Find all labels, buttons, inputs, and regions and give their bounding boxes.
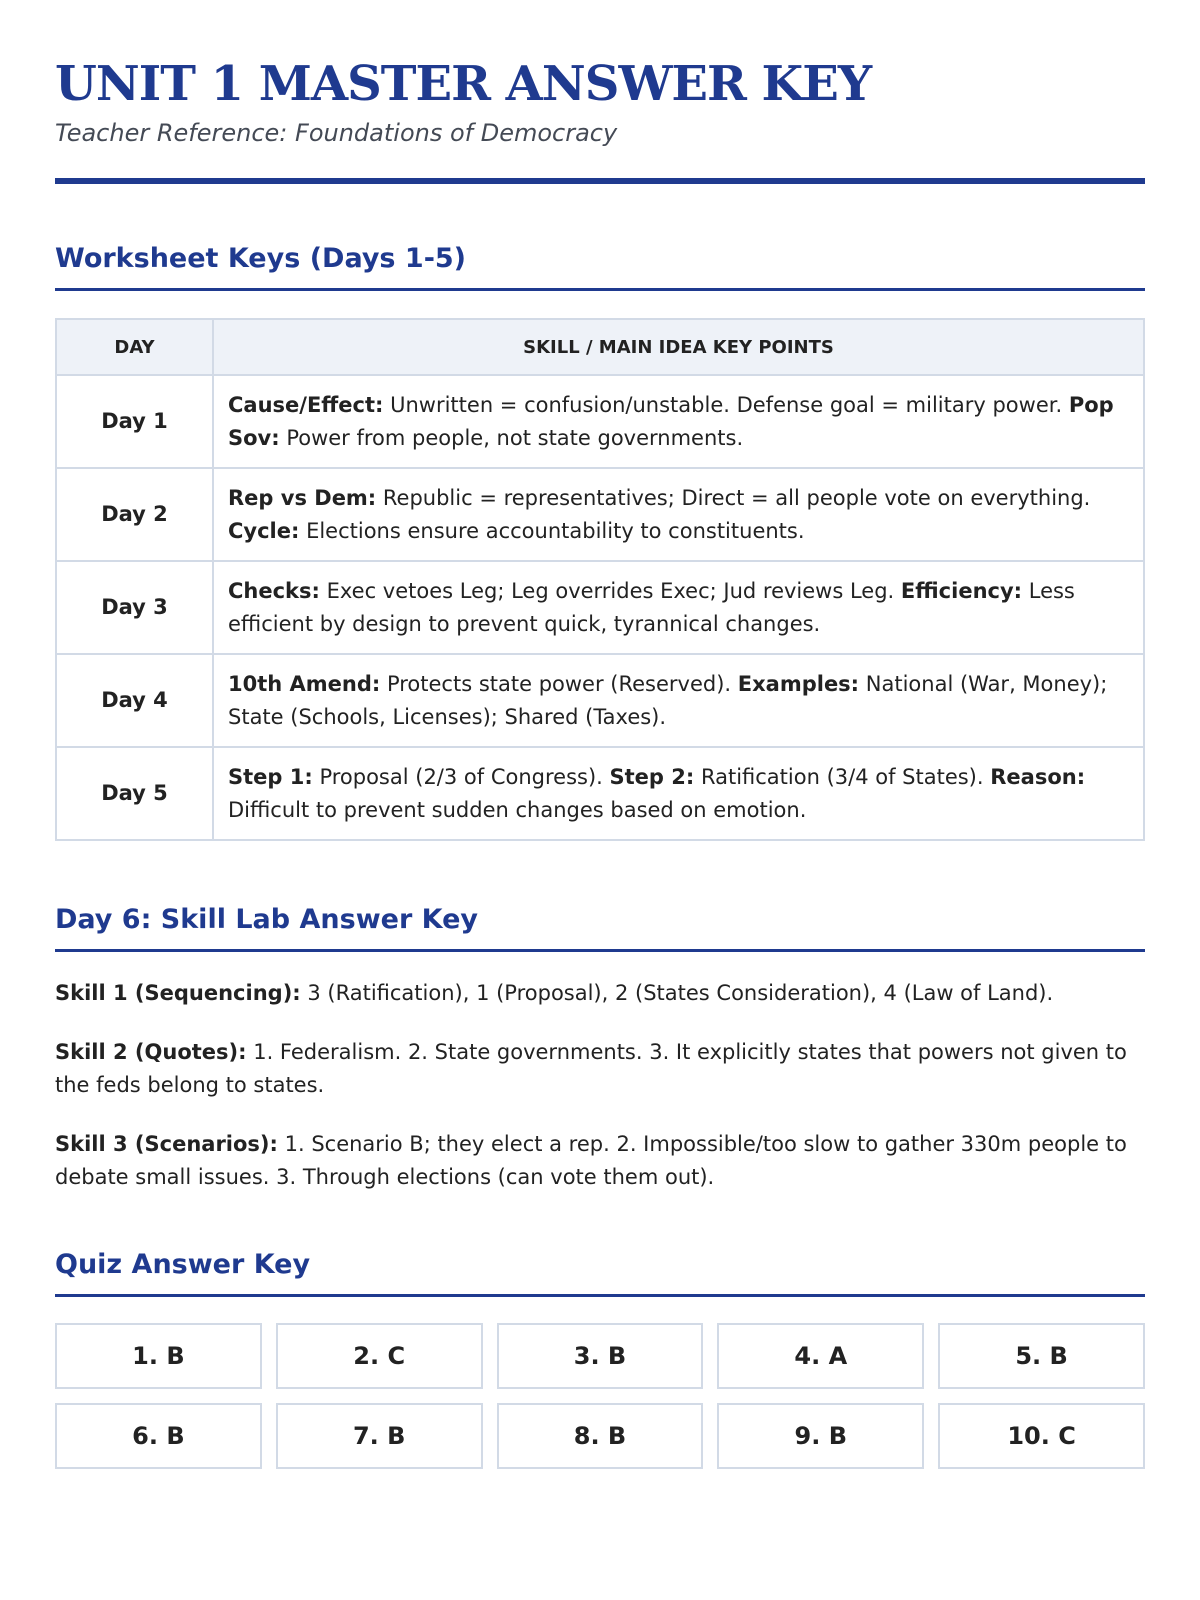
skill-text: 1. Scenario B; they elect a rep. 2. Impossible/too slow to gather 330m people to debate small issues. 3. Through elections (can vote them out).	[55, 1132, 1127, 1189]
key-point-label: Reason:	[990, 764, 1086, 789]
quiz-answer: 10. C	[938, 1403, 1145, 1469]
page-title: UNIT 1 MASTER ANSWER KEY	[55, 56, 872, 112]
day-cell: Day 3	[56, 561, 213, 654]
column-header-day: DAY	[56, 319, 213, 375]
quiz-answer: 1. B	[55, 1323, 262, 1389]
skill-answer	[55, 1128, 1145, 1194]
quiz-section-title: Quiz Answer Key	[55, 1249, 311, 1280]
key-point-label: Cycle:	[228, 518, 300, 543]
key-points-cell	[213, 468, 1144, 561]
key-point-text: National (War, Money); State (Schools, Licenses); Shared (Taxes).	[228, 671, 1108, 729]
key-point-label: Efficiency:	[900, 578, 1023, 603]
key-point-text: Unwritten = confusion/unstable. Defense goal = military power.	[383, 392, 1069, 417]
key-points-cell	[213, 747, 1144, 840]
page-subtitle: Teacher Reference: Foundations of Democracy	[55, 119, 618, 147]
key-point-label: Pop Sov:	[228, 392, 1114, 450]
key-point-text: Elections ensure accountability to constituents.	[299, 518, 805, 543]
key-point-text: Difficult to prevent sudden changes based on emotion.	[228, 797, 807, 822]
worksheet-section-divider	[55, 288, 1145, 291]
day-cell: Day 2	[56, 468, 213, 561]
skill-lab-section-divider	[55, 949, 1145, 952]
key-point-label: Cause/Effect:	[228, 392, 384, 417]
table-row	[56, 468, 1144, 561]
key-point-label: Examples:	[737, 671, 860, 696]
quiz-answer: 7. B	[276, 1403, 483, 1469]
skill-label: Skill 1 (Sequencing):	[55, 981, 301, 1005]
quiz-answer: 2. C	[276, 1323, 483, 1389]
skill-text: 3 (Ratification), 1 (Proposal), 2 (States Consideration), 4 (Law of Land).	[300, 981, 1054, 1005]
skill-answer	[55, 1036, 1145, 1102]
quiz-answer: 6. B	[55, 1403, 262, 1469]
quiz-answer: 3. B	[497, 1323, 704, 1389]
day-cell: Day 1	[56, 375, 213, 468]
skill-label: Skill 2 (Quotes):	[55, 1040, 247, 1064]
quiz-section-divider	[55, 1294, 1145, 1297]
day-cell: Day 5	[56, 747, 213, 840]
quiz-answer: 9. B	[717, 1403, 924, 1469]
column-header-key-points: SKILL / MAIN IDEA KEY POINTS	[213, 319, 1144, 375]
worksheet-keys-table	[55, 318, 1145, 841]
key-point-text: Less efficient by design to prevent quick, tyrannical changes.	[228, 578, 1075, 636]
quiz-answer: 8. B	[497, 1403, 704, 1469]
key-points-cell	[213, 561, 1144, 654]
key-points-cell	[213, 375, 1144, 468]
key-point-text: Power from people, not state governments.	[279, 425, 744, 450]
key-point-text: Ratification (3/4 of States).	[694, 764, 991, 789]
key-point-label: Step 2:	[609, 764, 695, 789]
table-row	[56, 747, 1144, 840]
table-row	[56, 375, 1144, 468]
key-point-label: 10th Amend:	[228, 671, 381, 696]
key-point-label: Step 1:	[228, 764, 313, 789]
day-cell: Day 4	[56, 654, 213, 747]
skill-label: Skill 3 (Scenarios):	[55, 1132, 278, 1156]
skill-lab-section-title: Day 6: Skill Lab Answer Key	[55, 904, 479, 935]
quiz-answer-grid	[55, 1323, 1145, 1469]
key-point-text: Proposal (2/3 of Congress).	[312, 764, 610, 789]
table-row	[56, 654, 1144, 747]
skill-answer	[55, 977, 1145, 1010]
key-point-text: Republic = representatives; Direct = all people vote on everything.	[376, 485, 1091, 510]
table-header-row	[56, 319, 1144, 375]
skill-text: 1. Federalism. 2. State governments. 3. It explicitly states that powers not given to the feds belong to states.	[55, 1040, 1127, 1097]
key-point-text: Exec vetoes Leg; Leg overrides Exec; Jud reviews Leg.	[319, 578, 901, 603]
quiz-answer: 4. A	[717, 1323, 924, 1389]
title-divider	[55, 178, 1145, 184]
key-point-text: Protects state power (Reserved).	[380, 671, 738, 696]
key-point-label: Checks:	[228, 578, 320, 603]
quiz-answer: 5. B	[938, 1323, 1145, 1389]
worksheet-section-title: Worksheet Keys (Days 1-5)	[55, 243, 467, 274]
key-point-label: Rep vs Dem:	[228, 485, 377, 510]
table-row	[56, 561, 1144, 654]
key-points-cell	[213, 654, 1144, 747]
